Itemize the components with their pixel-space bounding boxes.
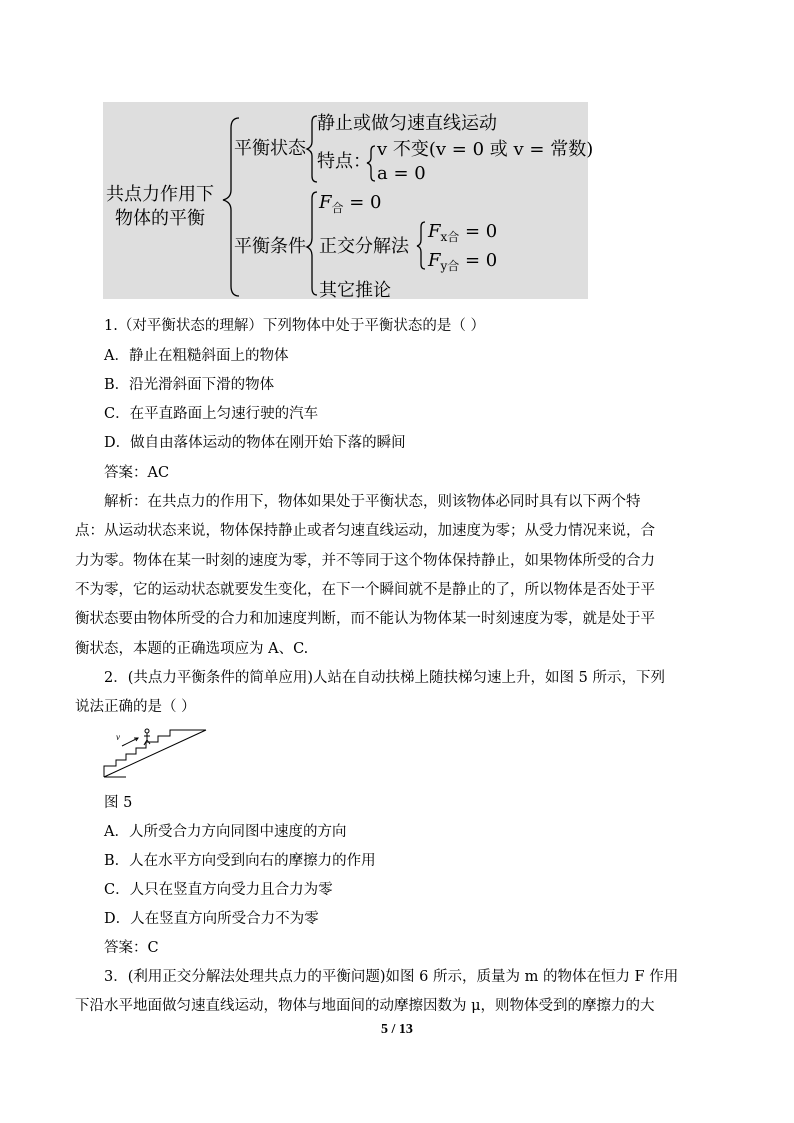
q1-analysis-line: 衡状态，本题的正确选项应为 A、C.	[75, 641, 309, 657]
condition-label: 平衡条件	[234, 236, 306, 257]
figure-caption: 图 5	[104, 795, 133, 811]
q1-analysis-line: 力为零。物体在某一时刻的速度为零，并不等同于这个物体保持静止，如果物体所受的合力	[75, 553, 655, 569]
q1-analysis-line: 衡状态要由物体所受的合力和加速度判断，而不能认为物体某一时刻速度为零，就是处于平	[75, 611, 655, 627]
fx-equation: $F_{x合} = 0$	[428, 221, 498, 244]
escalator-figure	[100, 728, 210, 784]
a-condition: a = 0	[377, 163, 426, 184]
q2-stem-line: 说法正确的是（ ）	[75, 699, 196, 715]
q1-analysis-line: 不为零，它的运动状态就要发生变化，在下一个瞬间就不是静止的了，所以物体是否处于平	[75, 582, 655, 598]
f-sum-equation: $F_合 = 0$	[319, 192, 382, 215]
q1-analysis-line: 点：从运动状态来说，物体保持静止或者匀速直线运动，加速度为零；从受力情况来说，合	[75, 523, 655, 539]
orthogonal-label: 正交分解法	[319, 236, 409, 257]
q1-option-b: B．沿光滑斜面下滑的物体	[104, 377, 275, 393]
q2-stem-line: 2．(共点力平衡条件的简单应用)人站在自动扶梯上随扶梯匀速上升，如图 5 所示，下列	[104, 670, 665, 686]
root-line2: 物体的平衡	[115, 208, 205, 229]
state-item-static: 静止或做匀速直线运动	[317, 113, 497, 134]
page-number: 5 / 13	[381, 1022, 413, 1037]
q2-answer: 答案：C	[104, 940, 159, 956]
fy-equation: $F_{y合} = 0$	[428, 250, 498, 273]
q1-analysis-line: 解析：在共点力的作用下，物体如果处于平衡状态，则该物体必同时具有以下两个特	[104, 494, 641, 510]
q3-stem-line: 3．(利用正交分解法处理共点力的平衡问题)如图 6 所示，质量为 m 的物体在恒力 F 作用	[104, 969, 679, 985]
velocity-label: v	[116, 732, 120, 742]
root-line1: 共点力作用下	[106, 184, 214, 205]
q3-stem-line: 下沿水平地面做匀速直线运动，物体与地面间的动摩擦因数为 μ，则物体受到的摩擦力的大	[75, 998, 655, 1014]
q1-option-d: D．做自由落体运动的物体在刚开始下落的瞬间	[104, 435, 406, 451]
q2-option-b: B．人在水平方向受到向右的摩擦力的作用	[104, 853, 376, 869]
feature-label: 特点：	[317, 151, 371, 172]
other-inference: 其它推论	[319, 280, 391, 301]
q1-answer: 答案：AC	[104, 465, 170, 481]
q1-option-a: A．静止在粗糙斜面上的物体	[104, 348, 289, 364]
q1-stem: 1.（对平衡状态的理解）下列物体中处于平衡状态的是（ ）	[104, 318, 485, 334]
q2-option-c: C．人只在竖直方向受力且合力为零	[104, 882, 333, 898]
concept-map	[103, 102, 594, 301]
q1-option-c: C．在平直路面上匀速行驶的汽车	[104, 406, 319, 422]
q2-option-a: A．人所受合力方向同图中速度的方向	[104, 824, 347, 840]
q2-option-d: D．人在竖直方向所受合力不为零	[104, 911, 319, 927]
state-label: 平衡状态	[234, 138, 306, 159]
v-condition: v 不变(v = 0 或 v = 常数)	[377, 139, 594, 160]
